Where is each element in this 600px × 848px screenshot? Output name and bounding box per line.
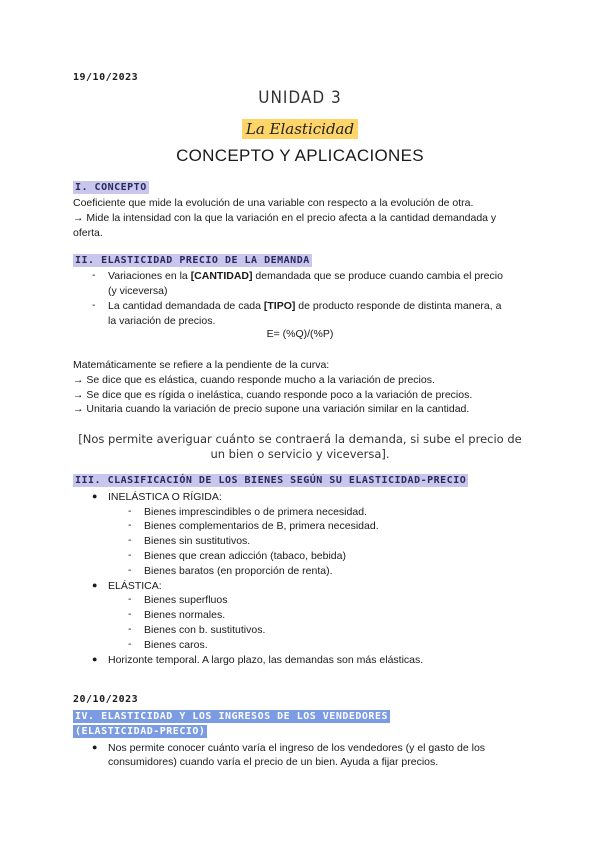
date-2: 20/10/2023 xyxy=(73,694,139,705)
dash-marker: - xyxy=(128,593,132,605)
section-2-heading: II. ELASTICIDAD PRECIO DE LA DEMANDA xyxy=(75,255,310,266)
sec1-line2: → Mide la intensidad con la que la variación en el precio afecta a la cantidad demandada y xyxy=(73,212,497,224)
math-line1: → Se dice que es elástica, cuando responde mucho a la variación de precios. xyxy=(73,374,435,386)
sec3-bullet3: Horizonte temporal. A largo plazo, las demandas son más elásticas. xyxy=(108,654,424,666)
dash-marker: - xyxy=(128,549,132,561)
math-intro: Matemáticamente se refiere a la pendiente de la curva: xyxy=(73,359,330,371)
sec3-b2-item: Bienes normales. xyxy=(144,609,226,621)
sec1-line3: oferta. xyxy=(73,227,103,239)
quote-line2: un bien o servicio y viceversa]. xyxy=(210,447,390,461)
sec3-b1-item: Bienes complementarios de B, primera necesidad. xyxy=(144,520,379,532)
sec2-item1-post: demandada que se produce cuando cambia el precio xyxy=(252,270,503,282)
section-4-heading-line1: IV. ELASTICIDAD Y LOS INGRESOS DE LOS VENDEDORES xyxy=(75,711,388,722)
sec2-item1-keyword: [CANTIDAD] xyxy=(190,270,253,282)
sec3-bullet1: INELÁSTICA O RÍGIDA: xyxy=(108,491,222,503)
sec4-bullet1-line1: Nos permite conocer cuánto varía el ingreso de los vendedores (y el gasto de los xyxy=(108,742,486,754)
subtitle: La Elasticidad xyxy=(242,119,358,139)
formula: E= (%Q)/(%P) xyxy=(266,328,334,340)
dash-marker: - xyxy=(128,505,132,517)
section-1-heading: I. CONCEPTO xyxy=(75,182,147,193)
quote-line1: [Nos permite averiguar cuánto se contraerá la demanda, si sube el precio de xyxy=(78,432,522,446)
dash-marker: - xyxy=(92,269,96,281)
sec3-b2-item: Bienes superfluos xyxy=(144,594,228,606)
bullet-dot: ● xyxy=(92,742,98,752)
sec2-item2 xyxy=(108,299,501,314)
sec1-line1: Coeficiente que mide la evolución de una variable con respecto a la evolución de otra. xyxy=(73,197,474,209)
bullet-dot: ● xyxy=(92,654,98,664)
bullet-dot: ● xyxy=(92,580,98,590)
section-3-heading: III. CLASIFICACIÓN DE LOS BIENES SEGÚN SU ELASTICIDAD-PRECIO xyxy=(75,475,467,486)
dash-marker: - xyxy=(92,299,96,311)
sec3-b2-item: Bienes con b. sustitutivos. xyxy=(144,624,266,636)
main-title: CONCEPTO Y APLICACIONES xyxy=(176,146,424,165)
date-1: 19/10/2023 xyxy=(73,72,139,83)
bullet-dot: ● xyxy=(92,491,98,501)
sec3-bullet2: ELÁSTICA: xyxy=(108,580,162,592)
sec2-item2-pre: La cantidad demandada de cada xyxy=(108,300,264,312)
sec2-item2-post: de producto responde de distinta manera, a xyxy=(295,300,502,312)
section-4-heading-line2: (ELASTICIDAD-PRECIO) xyxy=(75,726,206,737)
dash-marker: - xyxy=(128,519,132,531)
dash-marker: - xyxy=(128,534,132,546)
sec2-item1-cont: (y viceversa) xyxy=(108,285,168,297)
sec4-bullet1-line2: consumidores) cuando varía el precio de un bien. Ayuda a fijar precios. xyxy=(108,756,439,768)
sec3-b1-item: Bienes baratos (en proporción de renta). xyxy=(144,565,333,577)
dash-marker: - xyxy=(128,564,132,576)
dash-marker: - xyxy=(128,623,132,635)
unit-title: UNIDAD 3 xyxy=(258,88,342,108)
sec3-b1-item: Bienes imprescindibles o de primera necesidad. xyxy=(144,506,367,518)
sec3-b1-item: Bienes sin sustitutivos. xyxy=(144,535,251,547)
sec3-b2-item: Bienes caros. xyxy=(144,639,208,651)
math-line2: → Se dice que es rígida o inelástica, cuando responde poco a la variación de precios. xyxy=(73,389,473,401)
sec2-item1-pre: Variaciones en la xyxy=(108,270,191,282)
subtitle-wrap xyxy=(0,119,600,139)
dash-marker: - xyxy=(128,638,132,650)
sec2-item1 xyxy=(108,269,503,284)
math-line3: → Unitaria cuando la variación de precio supone una variación similar en la cantidad. xyxy=(73,403,470,415)
sec2-item2-cont: la variación de precios. xyxy=(108,315,216,327)
sec3-b1-item: Bienes que crean adicción (tabaco, bebida) xyxy=(144,550,346,562)
dash-marker: - xyxy=(128,608,132,620)
sec2-item2-keyword: [TIPO] xyxy=(263,300,296,312)
